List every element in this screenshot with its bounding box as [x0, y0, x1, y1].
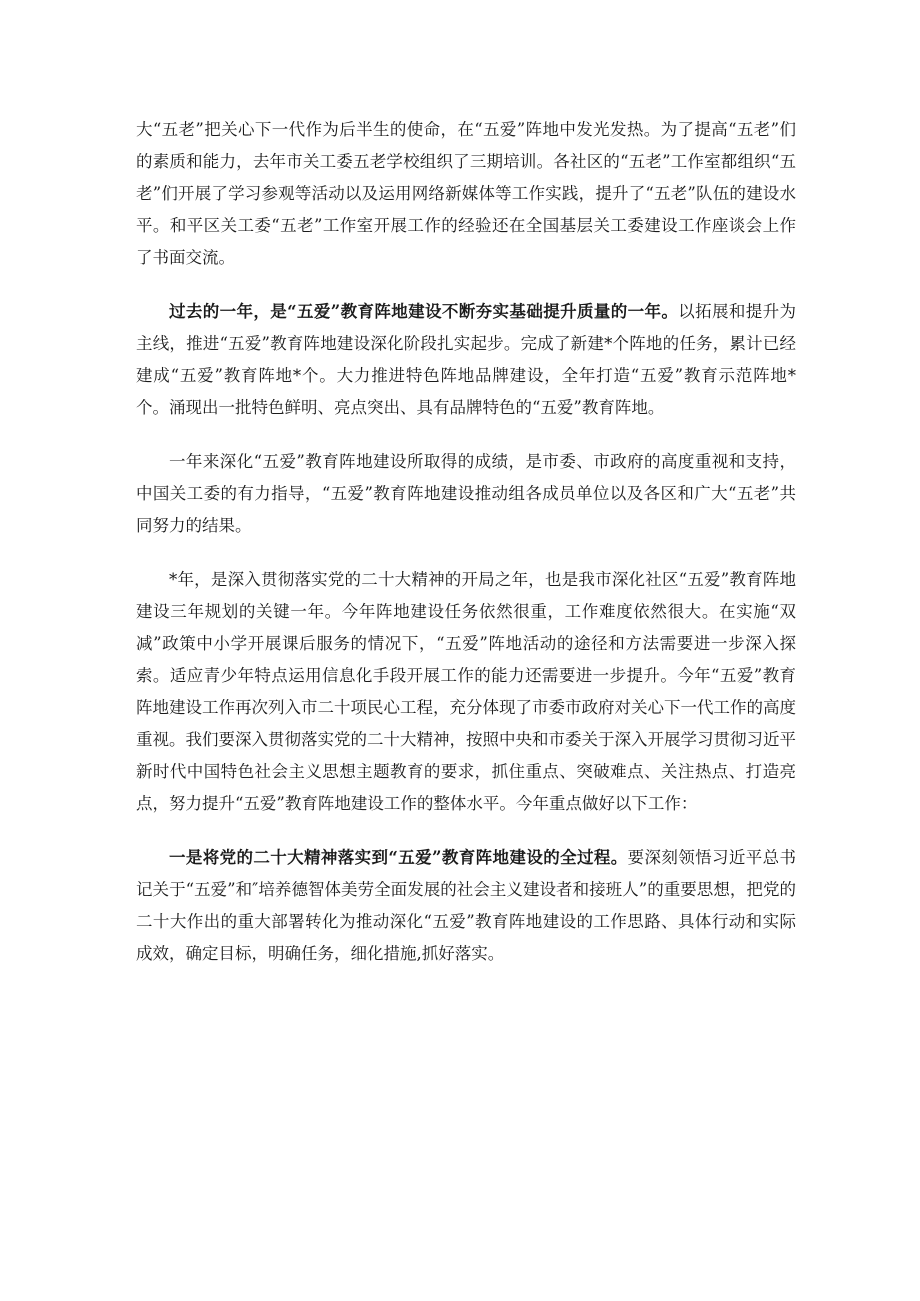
paragraph-text: 一年来深化“五爱”教育阵地建设所取得的成绩，是市委、市政府的高度重视和支持，中国关工委的有力指导，“五爱”教育阵地建设推动组各成员单位以及各区和广大“五老”共同努力的结果。: [136, 452, 796, 535]
paragraph-this-year: [136, 564, 796, 820]
paragraph-text: *年，是深入贯彻落实党的二十大精神的开局之年，也是我市深化社区“五爱”教育阵地建设三年规划的关键一年。今年阵地建设任务依然很重，工作难度依然很大。在实施“双减”政策中小学开展课后服务的情况下，“五爱”阵地活动的途径和方法需要进一步深入探索。适应青少年特点运用信息化手段开展工作的能力还需要进一步提升。今年“五爱”教育阵地建设工作再次列入市二十项民心工程，充分体现了市委市政府对关心下一代工作的高度重视。我们要深入贯彻落实党的二十大精神，按照中央和市委关于深入开展学习贯彻习近平新时代中国特色社会主义思想主题教育的要求，抓住重点、突破难点、关注热点、打造亮点，努力提升“五爱”教育阵地建设工作的整体水平。今年重点做好以下工作：: [136, 570, 796, 813]
paragraph-wulao-team: [136, 114, 796, 274]
paragraph-text: 要深刻领悟习近平总书记关于“五爱”和″培养德智体美劳全面发展的社会主义建设者和接班人”的重要思想，把党的二十大作出的重大部署转化为推动深化“五爱”教育阵地建设的工作思路、具体行动和实际成效，确定目标，明确任务，细化措施,抓好落实。: [136, 848, 797, 963]
paragraph-achievements: [136, 446, 796, 542]
document-body: [136, 114, 796, 992]
paragraph-text: 以拓展和提升为主线，推进“五爱”教育阵地建设深化阶段扎实起步。完成了新建*个阵地的任务，累计已经建成“五爱”教育阵地*个。大力推进特色阵地品牌建设，全年打造“五爱”教育示范阵地*个。涌现出一批特色鲜明、亮点突出、具有品牌特色的“五爱”教育阵地。: [136, 302, 797, 417]
paragraph-lead-sentence: 一是将党的二十大精神落实到“五爱”教育阵地建设的全过程。: [169, 848, 628, 867]
paragraph-lead-sentence: 过去的一年，是“五爱”教育阵地建设不断夯实基础提升质量的一年。: [169, 302, 679, 321]
paragraph-text: 大“五老”把关心下一代作为后半生的使命，在“五爱”阵地中发光发热。为了提高“五老”们的素质和能力，去年市关工委五老学校组织了三期培训。各社区的“五老”工作室都组织“五老”们开展了学习参观等活动以及运用网络新媒体等工作实践，提升了“五老”队伍的建设水平。和平区关工委“五老”工作室开展工作的经验还在全国基层关工委建设工作座谈会上作了书面交流。: [136, 120, 796, 267]
paragraph-task-one: [136, 842, 796, 970]
paragraph-past-year: [136, 296, 796, 424]
